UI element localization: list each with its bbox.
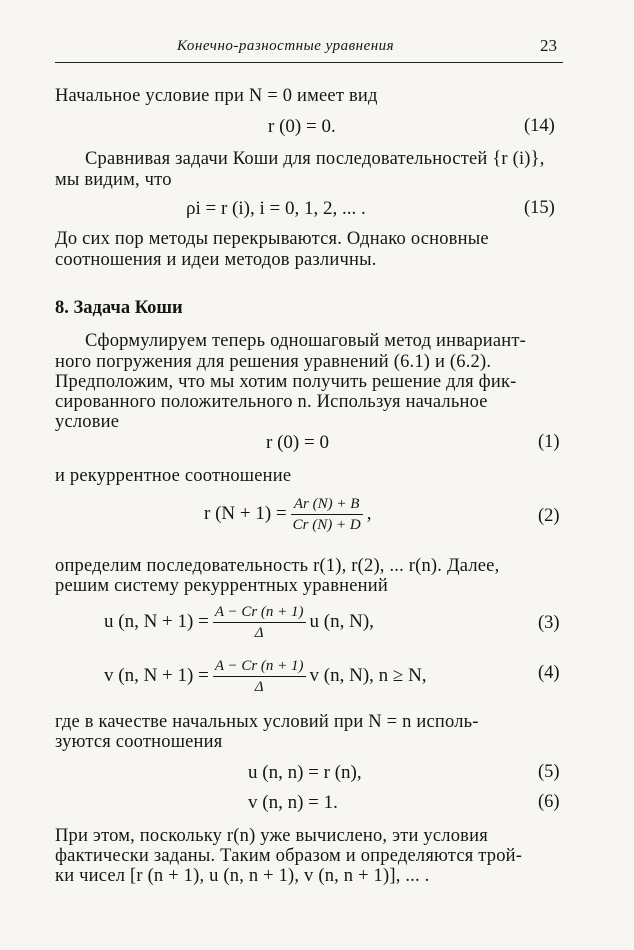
equation-3-denominator: Δ	[254, 625, 264, 641]
equation-5: u (n, n) = r (n),	[248, 762, 362, 783]
equation-number-2: (2)	[538, 506, 560, 526]
equation-3-fraction	[213, 602, 306, 643]
equation-1: r (0) = 0	[266, 432, 329, 453]
paragraph-compare-line-1: Сравнивая задачи Коши для последовательностей {r (i)},	[85, 149, 545, 169]
equation-4-denominator: Δ	[254, 679, 264, 695]
paragraph-recurrence: и рекуррентное соотношение	[55, 466, 292, 486]
paragraph-where-line-2: зуются соотношения	[55, 732, 223, 752]
paragraph-define-line-1: определим последовательность r(1), r(2), ... r(n). Далее,	[55, 556, 500, 576]
equation-number-1: (1)	[538, 432, 560, 452]
equation-3-lhs: u (n, N + 1) =	[104, 610, 209, 632]
equation-3-rhs: u (n, N),	[309, 610, 374, 632]
equation-2	[204, 494, 371, 535]
equation-4-lhs: v (n, N + 1) =	[104, 664, 209, 686]
paragraph-overlap-line-1: До сих пор методы перекрываются. Однако основные	[55, 229, 489, 249]
equation-15: ρi = r (i), i = 0, 1, 2, ... .	[186, 198, 366, 219]
paragraph-initial-condition: Начальное условие при N = 0 имеет вид	[55, 86, 378, 106]
section-heading: 8. Задача Коши	[55, 298, 183, 318]
paragraph-thus-line-1: При этом, поскольку r(n) уже вычислено, эти условия	[55, 826, 488, 846]
equation-4	[104, 656, 427, 697]
equation-2-denominator: Cr (N) + D	[292, 517, 361, 533]
equation-4-numerator: A − Cr (n + 1)	[213, 656, 306, 677]
page-number: 23	[540, 36, 557, 55]
equation-4-rhs: v (n, N), n ≥ N,	[309, 664, 427, 686]
running-title: Конечно-разностные уравнения	[177, 38, 395, 54]
paragraph-formulate-line-4: сированного положительного n. Используя начальное	[55, 392, 488, 412]
page-header	[55, 32, 563, 60]
paragraph-formulate-line-3: Предположим, что мы хотим получить решение для фик-	[55, 372, 517, 392]
equation-2-fraction	[291, 494, 363, 535]
equation-number-4: (4)	[538, 663, 560, 683]
paragraph-formulate-line-5: условие	[55, 412, 120, 432]
equation-number-5: (5)	[538, 762, 560, 782]
equation-3	[104, 602, 374, 643]
paragraph-formulate-line-1: Сформулируем теперь одношаговый метод инвариант-	[85, 331, 527, 351]
equation-number-6: (6)	[538, 792, 560, 812]
equation-2-tail: ,	[366, 502, 372, 524]
equation-number-3: (3)	[538, 613, 560, 633]
equation-14: r (0) = 0.	[268, 116, 336, 137]
equation-number-14: (14)	[524, 116, 555, 136]
paragraph-compare-line-2: мы видим, что	[55, 170, 172, 190]
paragraph-thus-line-3: ки чисел [r (n + 1), u (n, n + 1), v (n, n + 1)], ... .	[55, 866, 430, 886]
paragraph-where-line-1: где в качестве начальных условий при N = n исполь-	[55, 712, 479, 732]
paragraph-define-line-2: решим систему рекуррентных уравнений	[55, 576, 388, 596]
equation-2-numerator: Ar (N) + B	[291, 494, 363, 515]
equation-number-15: (15)	[524, 198, 555, 218]
paragraph-thus-line-2: фактически заданы. Таким образом и определяются трой-	[55, 846, 523, 866]
equation-6: v (n, n) = 1.	[248, 792, 338, 813]
equation-3-numerator: A − Cr (n + 1)	[213, 602, 306, 623]
paragraph-formulate-line-2: ного погружения для решения уравнений (6.1) и (6.2).	[55, 352, 492, 372]
paragraph-overlap-line-2: соотношения и идеи методов различны.	[55, 250, 377, 270]
header-rule	[55, 62, 563, 63]
equation-4-fraction	[213, 656, 306, 697]
equation-2-lhs: r (N + 1) =	[204, 502, 287, 524]
